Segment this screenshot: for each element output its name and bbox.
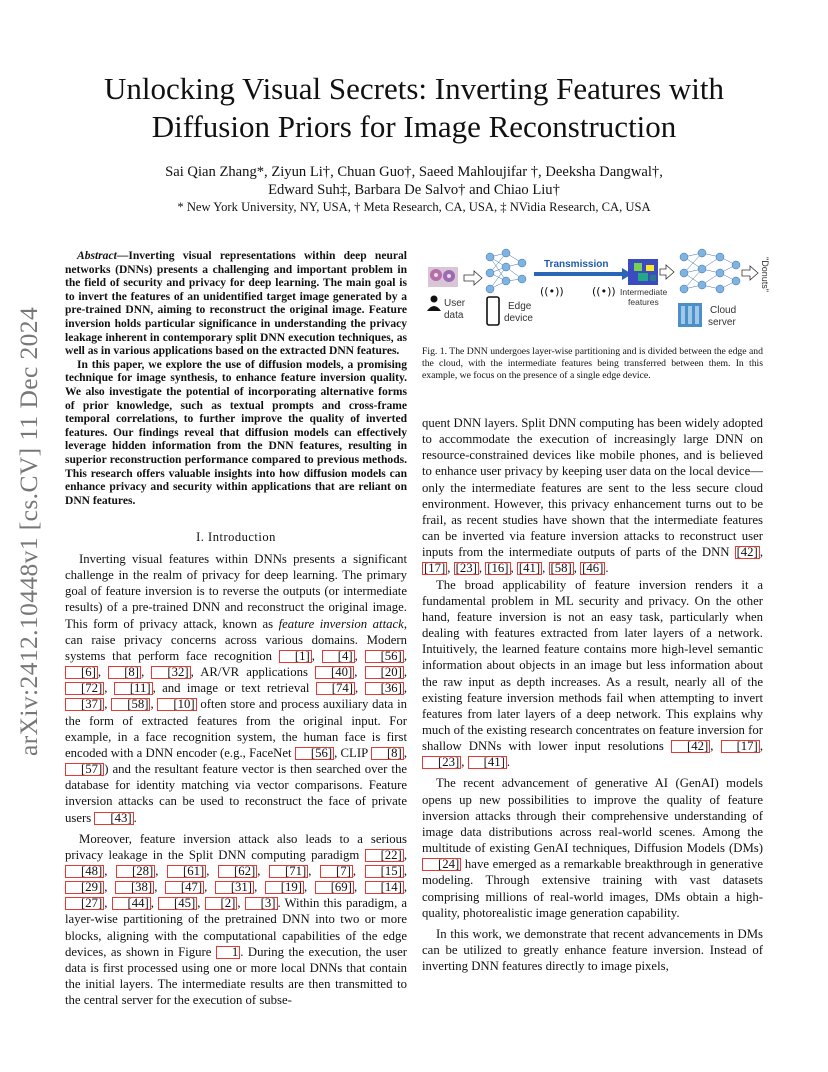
server-icon: [678, 303, 702, 327]
transmission-label: Transmission: [544, 259, 609, 270]
citation-link[interactable]: [42]: [671, 740, 710, 753]
citation-link[interactable]: [45]: [158, 897, 197, 910]
abstract-paragraph-2: In this paper, we explore the use of diffusion models, a promising technique for image synthesis, to enhance feature inversion quality. We also investigate the potential of incorporating alternative forms of prior knowledge, such as textual prompts and cross-frame temporal correlations, to further improve the quality of inverted features. Our findings reveal that diffusion models can effectively leverage hidden information from the DNN features, resulting in superior reconstruction performance compared to previous methods. This research offers valuable insights into how diffusion models can enhance privacy and security within applications that are reliant on DNN features.: [65, 358, 407, 507]
edge-dnn-icon: [486, 249, 526, 293]
citation-link[interactable]: [23]: [455, 561, 477, 576]
input-arrow-icon: [464, 271, 482, 285]
arxiv-identifier: arXiv:2412.10448v1 [cs.CV] 11 Dec 2024: [14, 306, 43, 756]
split-dnn-refs: [22] , [48] , [28] , [61] , [62] , [71] , [7] , [15] , [29] , [38] , [47] , [31] , [19] , [69] , [14] , [27] , [44] , [45] , [2] , [3]: [65, 848, 407, 910]
citation-link[interactable]: [43]: [94, 812, 133, 825]
citation-link[interactable]: [61]: [167, 865, 206, 878]
citation-link[interactable]: [32]: [151, 666, 190, 679]
citation-link[interactable]: [74]: [316, 682, 355, 695]
citation-link[interactable]: [31]: [215, 881, 254, 894]
citation-link[interactable]: [41]: [518, 561, 541, 576]
authors-line-2: Edward Suh‡, Barbara De Salvo† and Chiao Liu†: [268, 182, 560, 198]
citation-link[interactable]: [16]: [487, 561, 509, 576]
citation-link[interactable]: [47]: [165, 881, 204, 894]
citation-link[interactable]: [58]: [550, 561, 572, 576]
right-column-body: [422, 415, 763, 974]
citation-link[interactable]: [1]: [279, 650, 312, 663]
citation-link[interactable]: [17]: [721, 740, 760, 753]
citation-link[interactable]: [22]: [365, 849, 404, 862]
retrieval-refs: [74] , [36] , [37] , [58] , [10]: [65, 681, 407, 711]
title-line-2: Diffusion Priors for Image Reconstruction: [151, 109, 677, 144]
citation-link[interactable]: [7]: [320, 865, 353, 878]
right-paragraph-4: In this work, we demonstrate that recent advancements in DMs can be utilized to greatly enhance feature inversion. Instead of inverting DNN features directly to image pixels,: [422, 926, 763, 974]
citation-link[interactable]: [36]: [365, 682, 404, 695]
citation-link[interactable]: [72]: [65, 682, 104, 695]
citation-link[interactable]: [56]: [295, 747, 334, 760]
citation-link[interactable]: [71]: [269, 865, 308, 878]
citation-link[interactable]: [40]: [315, 666, 354, 679]
wifi-icon-cloud: ((•)): [592, 285, 616, 298]
donut-image: [428, 267, 458, 287]
abstract-paragraph-1: Abstract—Inverting visual representations within deep neural networks (DNNs) presents a challenging and important problem in the field of security and privacy for deep learning. The main goal is to invert the features of an unidentified target image generated by a pre-trained DNN, aiming to reconstruct the original image. Feature inversion holds particular significance in understanding the privacy leakage inherent in contemporary split DNN execution techniques, as well as in various applications based on the extracted DNN features.: [65, 250, 407, 358]
paper-title: [40, 70, 788, 146]
figure-1-diagram: [422, 245, 768, 335]
feature-arrow-icon: [660, 265, 674, 279]
citation-link[interactable]: [27]: [65, 897, 104, 910]
face-recognition-refs: [1] , [4] , [56] , [6] , [8] , [32]: [65, 649, 407, 679]
intro-paragraph-2: Moreover, feature inversion attack also leads to a serious privacy leakage in the Split DNN computing paradigm [22] , [48] , [28] , [61] , [62] , [71] , [7] , [15] , [29] , [38] , [47] , [31] , [19] , [69] , [14] , [27] , [44] , [45] , [2] , [3] . Within this paradigm, a layer-wise partitioning of the pretrained DNN into two or more blocks, aligning with the computational capabilities of the edge devices, as shown in Figure 1 . During the execution, the user data is first processed using one or more local DNNs that contain the initial layers. The intermediate results are then transmitted to the central server for the execution of subse-: [65, 831, 408, 1008]
citation-link[interactable]: [15]: [365, 865, 404, 878]
figure-1-caption: Fig. 1. The DNN undergoes layer-wise partitioning and is divided between the edge and the cloud, with the intermediate features being transferred between them. In this example, we focus on the presence of a single edge device.: [422, 346, 763, 381]
shallow-dnn-refs: [42] , [17] , [23] , [41]: [422, 739, 763, 769]
citation-link[interactable]: [69]: [315, 881, 354, 894]
citation-link[interactable]: [38]: [115, 881, 154, 894]
user-icon: [427, 296, 441, 312]
section-heading-introduction: I. Introduction: [196, 530, 276, 544]
citation-link[interactable]: [58]: [111, 698, 150, 711]
abstract-label: Abstract: [77, 250, 117, 262]
author-list: [40, 163, 788, 199]
split-inversion-refs: [42] , [17] , [23] , [16] , [41] , [58] , [46]: [424, 545, 763, 576]
citation-link[interactable]: [48]: [65, 865, 104, 878]
figure-link[interactable]: 1: [216, 946, 240, 959]
left-column-body: [65, 551, 407, 1008]
citation-link[interactable]: [24]: [422, 858, 461, 871]
citation-link[interactable]: [6]: [65, 666, 98, 679]
citation-link[interactable]: [8]: [371, 747, 404, 760]
abstract: [65, 250, 407, 508]
wifi-icon-edge: ((•)): [540, 285, 564, 298]
citation-link[interactable]: [10]: [157, 698, 196, 711]
citation-link[interactable]: [23]: [422, 756, 461, 769]
svg-text:device: device: [504, 313, 533, 324]
arvr-refs: [40] , [20] , [72] , [11]: [65, 665, 407, 695]
svg-text:features: features: [628, 297, 659, 307]
citation-link[interactable]: [14]: [365, 881, 404, 894]
right-paragraph-1: quent DNN layers. Split DNN computing has been widely adopted to accommodate the execution of increasingly large DNN on resource-constrained devices like mobile phones, and is believed to enhance user privacy by keeping user data on the local device—only the intermediate features are sent to the less secure cloud environment. However, this privacy enhancement turns out to be frail, as recent studies have shown that the intermediate features can be inverted via feature inversion attacks to reconstruct user inputs from the intermediate outputs of parts of the DNN [42] , [17] , [23] , [16] , [41] , [58] , [46] .: [422, 416, 763, 576]
intro-paragraph-1: Inverting visual features within DNNs presents a significant challenge in the realm of privacy for deep learning. The primary goal of feature inversion is to reverse the outputs (or intermediate results) of a pre-trained DNN and reconstruct the original image. This form of privacy attack, known as feature inversion attack, can raise privacy concerns across various domains. Modern systems that perform face recognition [1] , [4] , [56] , [6] , [8] , [32] , AR/VR applications [40] , [20] , [72] , [11] , and image or text retrieval [74] , [36] , [37] , [58] , [10] often store and process auxiliary data in the form of extracted features from the original input. For example, in a face recognition system, the human face is first encoded with a DNN encoder (e.g., FaceNet [56] , CLIP [8] , [57] ) and the resultant feature vector is then searched over the database for identity matching via vector comparisons. Feature inversion attacks can be used to reconstruct the face of private users [43] .: [65, 552, 408, 825]
svg-text:data: data: [444, 310, 464, 321]
citation-link[interactable]: [4]: [322, 650, 355, 663]
intermediate-features-label: Intermediate: [620, 287, 668, 297]
intermediate-feature-map: [628, 259, 658, 285]
phone-icon: [487, 297, 499, 325]
citation-link[interactable]: [3]: [245, 897, 278, 910]
authors-line-1: Sai Qian Zhang*, Ziyun Li†, Chuan Guo†, Saeed Mahloujifar †, Deeksha Dangwal†,: [165, 164, 663, 180]
citation-link[interactable]: [42]: [736, 545, 758, 560]
citation-link[interactable]: [41]: [468, 756, 507, 769]
citation-link[interactable]: [8]: [108, 666, 141, 679]
citation-link[interactable]: [37]: [65, 698, 104, 711]
user-data-label: User: [444, 298, 466, 309]
citation-link[interactable]: [19]: [265, 881, 304, 894]
citation-link[interactable]: [28]: [116, 865, 155, 878]
edge-device-label: Edge: [508, 301, 532, 312]
citation-link[interactable]: [20]: [365, 666, 404, 679]
citation-link[interactable]: [29]: [65, 881, 104, 894]
citation-link[interactable]: [46]: [582, 561, 604, 576]
right-paragraph-2: The broad applicability of feature inversion renders it a fundamental problem in ML security and privacy. On the other hand, feature inversion is not an easy task, particularly when dealing with features extracted from later layers of a network. Intuitively, the learned feature contains more high-level semantic information about objects in an image but less information about the raw input as depth increases. As a result, nearly all of the existing feature inversion methods fail when attempting to invert features from later layers of a deep network. This explains why much of the existing research concentrates on feature inversion for shallow DNNs with lower input resolutions [42] , [17] , [23] , [41] .: [422, 577, 763, 770]
citation-link[interactable]: [56]: [365, 650, 404, 663]
svg-text:server: server: [708, 317, 736, 328]
clip-refs: [8] , [57]: [65, 746, 407, 776]
affiliations: * New York University, NY, USA, † Meta Research, CA, USA, ‡ NVidia Research, CA, USA: [177, 200, 651, 214]
right-paragraph-3: The recent advancement of generative AI (GenAI) models opens up new possibilities to improve the quality of feature inversion attacks through their comprehensive understanding of image data distributions across real-world scenes. Among the multitude of existing GenAI techniques, Diffusion Models (DMs) [24] have emerged as a remarkable breakthrough in generative modeling. Through extensive training with vast datasets comprising millions of real-world images, DMs obtain a high-quality, photorealistic image generation capability.: [422, 776, 763, 920]
citation-link[interactable]: [2]: [205, 897, 238, 910]
citation-link[interactable]: [17]: [424, 561, 446, 576]
output-label: "Donuts": [760, 257, 770, 292]
citation-link[interactable]: [11]: [114, 682, 153, 695]
citation-link[interactable]: [44]: [112, 897, 151, 910]
output-arrow-icon: [742, 266, 758, 280]
citation-link[interactable]: [62]: [218, 865, 257, 878]
cloud-dnn-icon: [680, 249, 740, 293]
cloud-server-label: Cloud: [710, 305, 737, 316]
title-line-1: Unlocking Visual Secrets: Inverting Features with: [103, 71, 725, 106]
citation-link[interactable]: [57]: [65, 763, 104, 776]
